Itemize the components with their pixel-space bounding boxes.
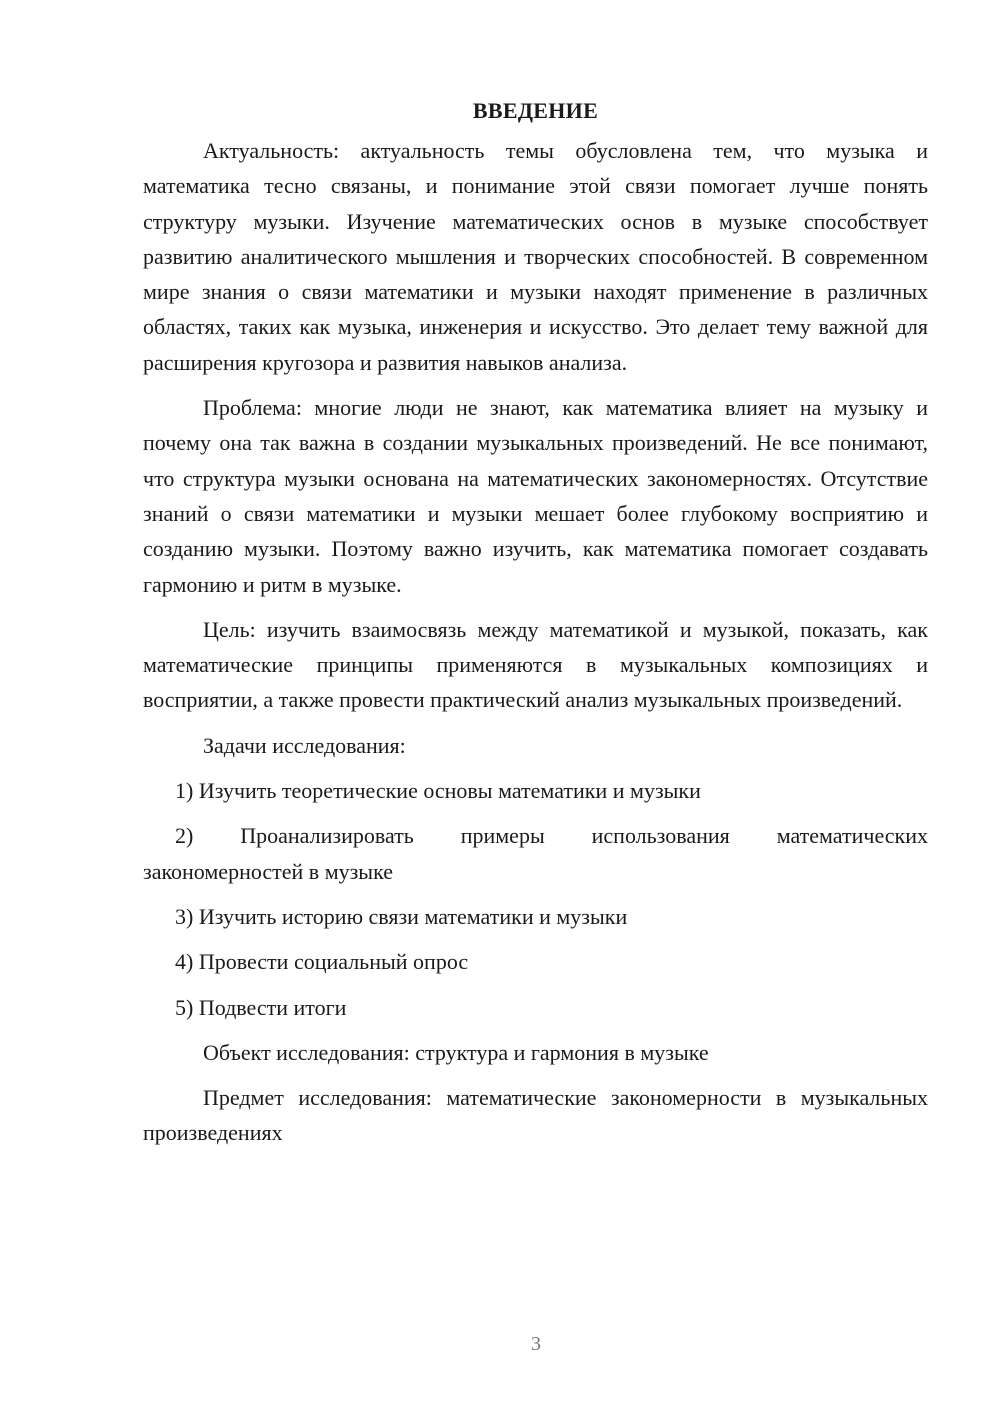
page-number: 3 [531, 1333, 541, 1355]
task-item: 3) Изучить историю связи математики и музыки [175, 903, 628, 929]
tasks-title: Задачи исследования: [203, 732, 406, 758]
goal-paragraph: Цель: изучить взаимосвязь между математикой и музыкой, показать, как математические принципы применяются в музыкальных композициях и восприятии, а также провести практический анализ музыкальных произведений. [143, 616, 928, 713]
task-item: 2) Проанализировать примеры использования математических закономерностей в музыке [143, 823, 928, 884]
document-page [143, 96, 928, 1161]
object-paragraph: Объект исследования: структура и гармония в музыке [203, 1039, 709, 1065]
task-item: 1) Изучить теоретические основы математики и музыки [175, 778, 701, 804]
relevance-paragraph: Актуальность: актуальность темы обусловлена тем, что музыка и математика тесно связаны, и понимание этой связи помогает лучше понять структуру музыки. Изучение математических основ в музыке способствует развитию аналитического мышления и творческих способностей. В современном мире знания о связи математики и музыки находят применение в различных областях, таких как музыка, инженерия и искусство. Это делает тему важной для расширения кругозора и развития навыков анализа. [143, 138, 928, 375]
task-item: 4) Провести социальный опрос [175, 949, 469, 975]
subject-paragraph: Предмет исследования: математические закономерности в музыкальных произведениях [143, 1085, 928, 1146]
problem-paragraph: Проблема: многие люди не знают, как математика влияет на музыку и почему она так важна в создании музыкальных произведений. Не все понимают, что структура музыки основана на математических закономерностях. Отсутствие знаний о связи математики и музыки мешает более глубокому восприятию и созданию музыки. Поэтому важно изучить, как математика помогает создавать гармонию и ритм в музыке. [143, 395, 928, 597]
page-title: ВВЕДЕНИЕ [472, 98, 599, 123]
task-item: 5) Подвести итоги [175, 994, 347, 1020]
